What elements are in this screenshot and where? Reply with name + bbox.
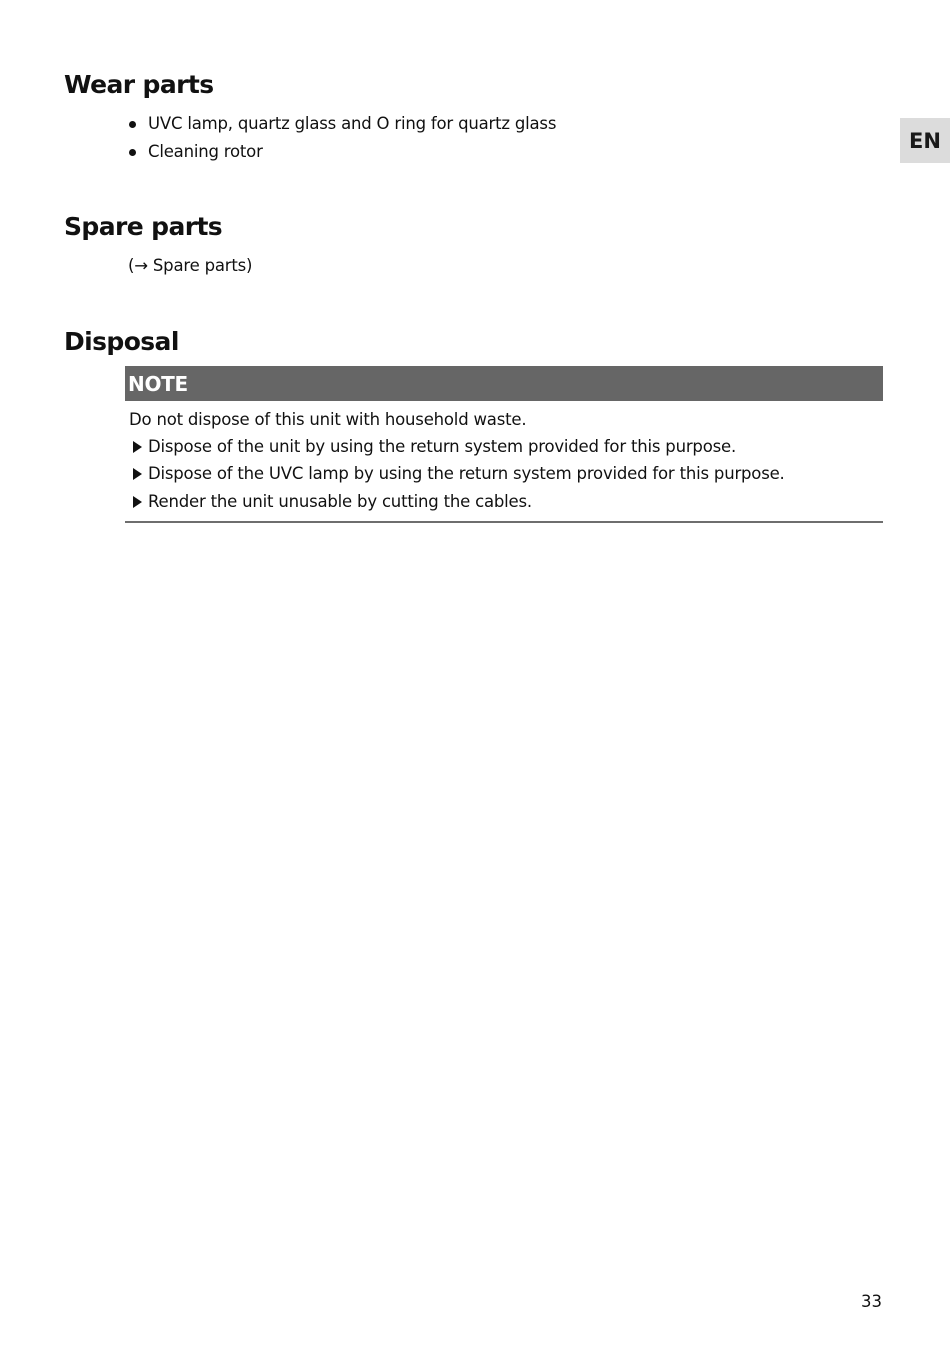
disposal-note-box [125,366,883,523]
language-tab-label: EN [909,128,941,153]
bullet-dot-icon [129,121,136,128]
triangle-right-icon [133,468,142,480]
language-tab-en [900,118,950,163]
wear-part-text: Cleaning rotor [148,142,263,161]
note-body [125,401,883,523]
wear-parts-heading: Wear parts [64,70,214,99]
bullet-dot-icon [129,149,136,156]
list-item [125,488,883,515]
note-intro-text: Do not dispose of this unit with household waste. [129,410,527,429]
spare-parts-reference: (→ Spare parts) [128,256,253,275]
disposal-heading: Disposal [64,327,179,356]
note-action-text: Render the unit unusable by cutting the cables. [148,491,532,511]
wear-parts-list [128,110,556,166]
note-action-list [125,433,883,515]
wear-part-text: UVC lamp, quartz glass and O ring for quartz glass [148,114,557,133]
note-action-text: Dispose of the unit by using the return system provided for this purpose. [148,437,736,456]
list-item [128,110,556,138]
note-title: NOTE [128,371,188,396]
page-number: 33 [861,1292,882,1311]
note-header [125,366,883,401]
triangle-right-icon [133,441,142,453]
spare-parts-heading: Spare parts [64,212,223,241]
note-action-text: Dispose of the UVC lamp by using the return system provided for this purpose. [148,464,785,484]
triangle-right-icon [133,496,142,508]
list-item [125,460,883,487]
list-item [128,138,556,166]
list-item [125,433,883,460]
